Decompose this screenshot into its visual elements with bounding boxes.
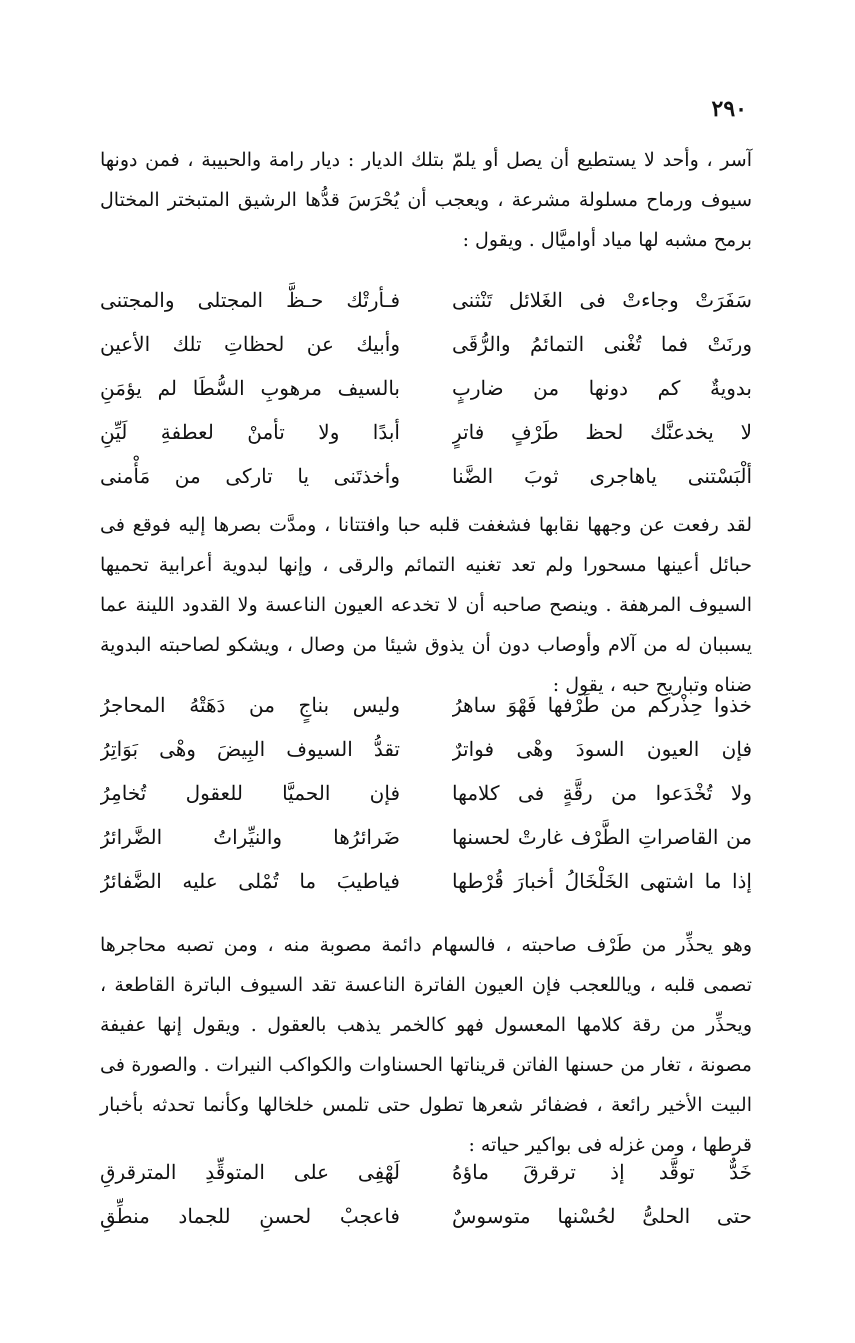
paragraph-text: وهو يحذِّر من طَرْف صاحبته ، فالسهام دائمة مصوبة منه ، ومن تصبه محاجرها تصمى قلبه ، وياللعجب فإن العيون الفاترة الناعسة تقد السيوف الباترة القاطعة ، ويحذِّر من رقة كلامها المعسول فهو كالخمر يذهب بالعقول . ويقول إنها عفيفة مصونة ، تغار من حسنها الفاتن قريناتها الحسناوات والكواكب النيرات . والصورة فى البيت الأخير رائعة ، فضفائر شعرها تطول حتى تلمس خلخالها وكأنما تحدثه بأخبار قرطها ، ومن غزله فى بواكير حياته : — [100, 934, 752, 1156]
verse-second-hemistich: لَهْفِى على المتوقِّدِ المترقرقِ — [100, 1160, 400, 1184]
verse-first-hemistich: من القاصراتِ الطَّرْف غارتْ لحسنها — [452, 825, 752, 849]
poem-2 — [100, 683, 752, 903]
verse — [100, 1150, 752, 1194]
verse-second-hemistich: ضَرائرُها والنيِّراتُ الضَّرائرُ — [100, 825, 400, 849]
poem-1 — [100, 278, 752, 498]
verse-first-hemistich: حتى الحلىُّ لحُسْنها متوسوسٌ — [452, 1204, 752, 1228]
verse-second-hemistich: فاعجبْ لحسنِ للجماد منطِّقِ — [100, 1204, 400, 1228]
verse-second-hemistich: بالسيف مرهوبِ السُّطَا لم يؤمَنِ — [100, 376, 400, 400]
verse-first-hemistich: فإن العيون السودَ وهْى فواترٌ — [452, 737, 752, 761]
verse-first-hemistich: خذوا حِذْركم من طَرْفها فَهْوَ ساهرُ — [452, 693, 752, 717]
page-number: ٢٩٠ — [711, 96, 747, 122]
verse-first-hemistich: بدويةٌ كم دونها من ضاربٍ — [452, 376, 752, 400]
verse-second-hemistich: فإن الحميَّا للعقول تُخامِرُ — [100, 781, 400, 805]
paragraph-text: آسر ، وأحد لا يستطيع أن يصل أو يلمّ بتلك الديار : ديار رامة والحبيبة ، فمن دونها سيوف ورماح مسلولة مشرعة ، ويعجب أن يُحْرَسَ قدُّها الرشيق المتبختر المختال برمح مشبه لها مياد أواميَّال . ويقول : — [100, 149, 752, 251]
verse — [100, 322, 752, 366]
verse-second-hemistich: فياطيبَ ما تُمْلى عليه الضَّفائرُ — [100, 869, 400, 893]
verse-first-hemistich: إذا ما اشتهى الخَلْخَالُ أخبارَ قُرْطها — [452, 869, 752, 893]
verse — [100, 859, 752, 903]
verse — [100, 683, 752, 727]
verse-second-hemistich: فـأرتْك حـظَّ المجتلى والمجتنى — [100, 288, 400, 312]
verse — [100, 771, 752, 815]
verse-first-hemistich: لا يخدعنَّك لحظ طَرْفٍ فاترٍ — [452, 420, 752, 444]
verse-first-hemistich: ولا تُخْدَعوا من رقَّةٍ فى كلامها — [452, 781, 752, 805]
paragraph-2 — [100, 505, 752, 705]
paragraph-3 — [100, 925, 752, 1165]
paragraph-1 — [100, 140, 752, 260]
verse-second-hemistich: وليس بناجٍ من دَهَتْهُ المحاجرُ — [100, 693, 400, 717]
paragraph-text: لقد رفعت عن وجهها نقابها فشغفت قلبه حبا وافتتانا ، ومدَّت بصرها إليه فوقع فى حبائل أعينها مسحورا ولم تعد تغنيه التمائم والرقى ، وإنها لبدوية أعرابية تحميها السيوف المرهفة . وينصح صاحبه أن لا تخدعه العيون الناعسة ولا القدود اللينة عما يسببان له من آلام وأوصاب دون أن يذوق شيئا من وصال ، ويشكو لصاحبته البدوية ضناه وتباريح حبه ، يقول : — [100, 514, 752, 696]
verse — [100, 815, 752, 859]
poem-3 — [100, 1150, 752, 1238]
verse — [100, 410, 752, 454]
verse-first-hemistich: خَدٌّ توقَّد إذ ترقرقَ ماؤهُ — [452, 1160, 752, 1184]
verse-first-hemistich: سَفَرَتْ وجاءتْ فى الغَلائل تَنْثنى — [452, 288, 752, 312]
verse-first-hemistich: ورنَتْ فما تُغْنى التمائمُ والرُّقَى — [452, 332, 752, 356]
verse-second-hemistich: وأخذتَنى يا تاركى من مَأْمنى — [100, 464, 400, 488]
verse — [100, 454, 752, 498]
verse-second-hemistich: أبدًا ولا تأمنْ لعطفةِ لَيِّنِ — [100, 420, 400, 444]
verse — [100, 366, 752, 410]
verse-first-hemistich: ألْبَسْتنى ياهاجرى ثوبَ الضَّنا — [452, 464, 752, 488]
verse — [100, 727, 752, 771]
verse — [100, 1194, 752, 1238]
verse-second-hemistich: تقدُّ السيوف البِيضَ وهْى بَوَاتِرُ — [100, 737, 400, 761]
verse-second-hemistich: وأبيك عن لحظاتِ تلك الأعين — [100, 332, 400, 356]
verse — [100, 278, 752, 322]
